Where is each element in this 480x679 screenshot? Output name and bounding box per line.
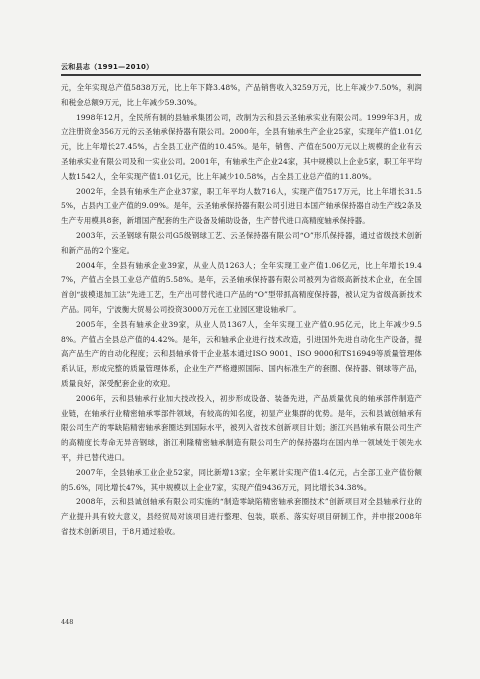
page-number: 448	[61, 618, 74, 626]
paragraph: 2005年，全县有轴承企业39家，从业人员1367人，全年实现工业产值0.95亿元，比上年减少9.58%。产值占全县总产值的4.42%。是年，云和轴承企业进行技术改造，引进国外先进自动化生产设备，提高产品生产的自动化程度；云和县轴承骨干企业基本通过ISO 9001、ISO 9000和TS16949等质量管理体系认证，形成完整的质量管理体系，企业生产严格遵照国际、国内标准生产的套圈、保持器、钢球等产品，质量良好，深受配套企业的欢迎。	[61, 319, 422, 388]
paragraph: 2003年，云圣钢球有限公司G5级钢球工艺、云圣保持器有限公司“O”形爪保持器，通过省级技术创新和新产品的2个鉴定。	[61, 230, 422, 255]
paragraph: 2007年，全县轴承工业企业52家，同比新增13家；全年累计实现产值1.4亿元，占全部工业产值份额的5.6%，同比增长47%，其中规模以上企业7家，实现产值9436万元，同比增长34.38%。	[61, 467, 422, 492]
running-header	[61, 62, 421, 76]
paragraph: 2004年，全县有轴承企业39家，从业人员1263人；全年实现工业产值1.06亿元，比上年增长19.47%，产值占全县工业总产值的5.58%。是年，云圣轴承保持器有限公司被列为省级高新技术企业，在全国首创“拔模退加工法”先进工艺，生产出可替代进口产品的“O”型带抓高精度保持器，被认定为省级高新技术产品。同年，宁波衡大贸易公司投资3000万元在工业园区建设轴承厂。	[61, 260, 422, 314]
paragraph: 2006年，云和县轴承行业加大技改投入，初步形成设备、装备先进，产品质量优良的轴承部件制造产业链，在轴承行业精密轴承零部件领域，有较高的知名度，初显产业集群的优势。是年，云和县诚创轴承有限公司生产的零缺陷精密轴承套圈达到国际水平，被列入省技术创新项目计划；浙江兴昌轴承有限公司生产的高精度长寿命无异音钢球，浙江利隆精密轴承制造有限公司生产的保持器均在国内单一领域处于领先水平，并已替代进口。	[61, 393, 422, 462]
paragraph: 1998年12月，全民所有制的县轴承集团公司，改制为云和县云圣轴承实业有限公司。1999年3月，成立注册资金356万元的云圣轴承保持器有限公司。2000年，全县有轴承生产企业25家，实现年产值1.01亿元，比上年增长27.45%，占全县工业产值的10.45%。是年，销售、产值在500万元以上规模的企业有云圣轴承实业有限公司及和一实业公司。2001年，有轴承生产企业24家，其中规模以上企业5家，职工年平均人数1542人，全年实现产值1.01亿元，比上年减少10.58%，占全县工业总产值的11.80%。	[61, 112, 422, 181]
paragraph: 元，全年实现总产值5838万元，比上年下降3.48%，产品销售收入3259万元，比上年减少7.50%，利润和税金总额9万元，比上年减少59.30%。	[61, 83, 422, 107]
paragraph: 2002年，全县有轴承生产企业37家，职工年平均人数716人，实现产值7517万元，比上年增长31.55%，占县内工业产值的9.09%。是年，云圣轴承保持器有限公司引进日本国产轴承保持器自动生产线2条及生产专用模具8套，新增国产配套的生产设备及辅助设备，生产替代进口高精度轴承保持器。	[61, 186, 422, 226]
paragraph: 2008年，云和县诚创轴承有限公司实施的“制造零缺陷精密轴承套圈技术”创新项目对全县轴承行业的产业提升具有较大意义，县经贸局对该项目进行整理、包装，联系、落实好项目研制工作，并申报2008年省技术创新项目，于8月通过验收。	[61, 497, 422, 536]
page-body	[61, 81, 422, 540]
running-header-title: 云和县志（1991—2010）	[61, 63, 154, 71]
header-rule	[61, 74, 421, 76]
